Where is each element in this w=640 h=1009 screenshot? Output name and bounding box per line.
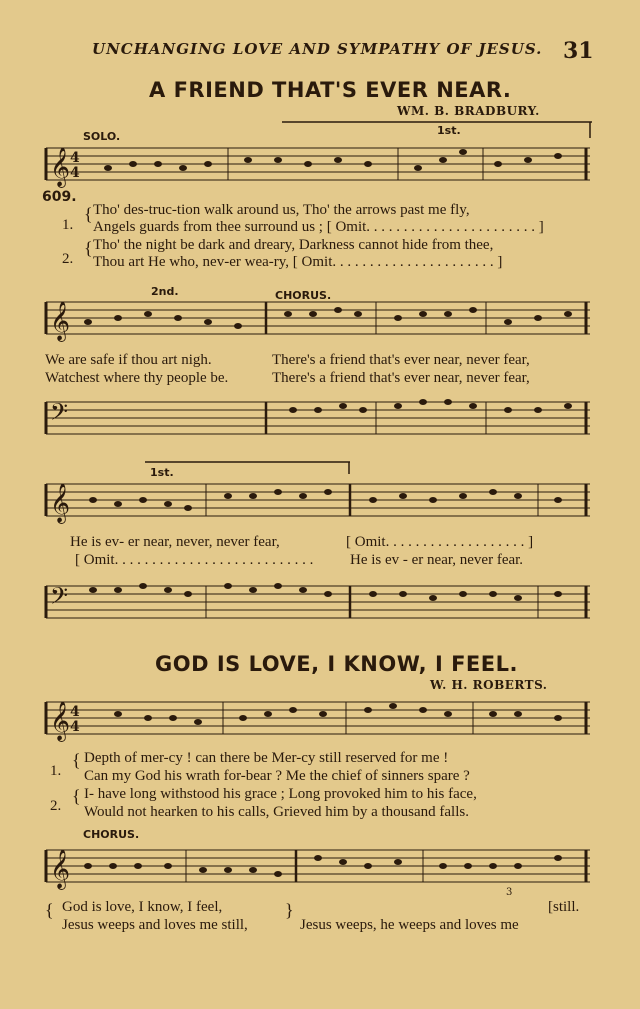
row2-left-line2: Watchest where thy people be. bbox=[45, 370, 229, 386]
hymn2-staff-1 bbox=[38, 694, 593, 749]
hymn2-chorus-left-line2: Jesus weeps and loves me still, bbox=[62, 917, 248, 933]
row3-first-ending-label: 1st. bbox=[150, 466, 174, 479]
row3-volta-bracket bbox=[145, 462, 355, 476]
verse1-line2: Angels guards from thee surround us ; [ Omit. . . . . . . . . . . . . . . . . . . . . . . ] bbox=[93, 219, 544, 235]
verse1-line1: Tho' des-truc-tion walk around us, Tho' the arrows past me fly, bbox=[93, 202, 470, 218]
svg-text:𝄢: 𝄢 bbox=[50, 398, 69, 431]
page-number: 31 bbox=[563, 38, 594, 64]
hymn2-verse1-brace: { bbox=[72, 750, 81, 770]
row3-left-line1: He is ev- er near, never, never fear, bbox=[70, 534, 280, 550]
svg-text:𝄞: 𝄞 bbox=[50, 701, 71, 741]
staff-row-2-bass bbox=[38, 394, 593, 449]
verse2-brace: { bbox=[84, 238, 93, 258]
second-ending-label: 2nd. bbox=[151, 285, 179, 298]
chorus-label: CHORUS. bbox=[275, 289, 332, 302]
row2-right-line1: There's a friend that's ever near, never fear, bbox=[272, 352, 530, 368]
hymn2-verse2-line1: I- have long withstood his grace ; Long provoked him to his face, bbox=[84, 786, 477, 802]
svg-text:4: 4 bbox=[70, 165, 80, 181]
verse2-number: 2. bbox=[62, 251, 74, 267]
hymn2-chorus-right-line1: Jesus weeps, he weeps and loves me bbox=[300, 917, 519, 933]
svg-text:4: 4 bbox=[70, 150, 80, 166]
hymn1-composer: WM. B. BRADBURY. bbox=[397, 104, 540, 118]
staff-row-3-bass bbox=[38, 578, 593, 633]
hymn2-composer: W. H. ROBERTS. bbox=[430, 678, 548, 692]
hymn2-verse2-brace: { bbox=[72, 786, 81, 806]
hymn2-verse1-line2: Can my God his wrath for-bear ? Me the chief of sinners spare ? bbox=[84, 768, 470, 784]
row3-right-line1: [ Omit. . . . . . . . . . . . . . . . . . . ] bbox=[346, 534, 534, 550]
hymn2-verse1-line1: Depth of mer-cy ! can there be Mer-cy still reserved for me ! bbox=[84, 750, 449, 766]
svg-text:𝄢: 𝄢 bbox=[50, 582, 69, 615]
hymn2-title: GOD IS LOVE, I KNOW, I FEEL. bbox=[155, 652, 518, 676]
verse2-line2: Thou art He who, nev-er wea-ry, [ Omit. . . . . . . . . . . . . . . . . . . . . . ] bbox=[93, 254, 503, 270]
svg-text:𝄞: 𝄞 bbox=[50, 849, 71, 889]
row3-right-line2: He is ev - er near, never fear. bbox=[350, 552, 524, 568]
staff-row-2-treble bbox=[38, 294, 593, 349]
verse2-line1: Tho' the night be dark and dreary, Darkness cannot hide from thee, bbox=[93, 237, 494, 253]
hymn2-chorus-label: CHORUS. bbox=[83, 828, 140, 841]
staff-row-1 bbox=[38, 140, 593, 200]
verse1-brace: { bbox=[84, 204, 93, 224]
first-ending-label: 1st. bbox=[437, 124, 461, 137]
hymn2-chorus-brace-left: { bbox=[45, 900, 54, 920]
svg-text:𝄞: 𝄞 bbox=[50, 301, 71, 341]
hymn2-chorus-brace-right: } bbox=[285, 900, 294, 920]
row3-left-line2: [ Omit. . . . . . . . . . . . . . . . . . . . . . . . . . . bbox=[75, 552, 314, 568]
solo-label: SOLO. bbox=[83, 130, 121, 143]
hymn-number: 609. bbox=[42, 189, 77, 205]
row2-left-line1: We are safe if thou art nigh. bbox=[45, 352, 212, 368]
hymn2-chorus-right-line2: [still. bbox=[548, 899, 580, 915]
svg-text:𝄞: 𝄞 bbox=[50, 147, 71, 187]
svg-text:4: 4 bbox=[70, 704, 80, 720]
verse1-number: 1. bbox=[62, 217, 74, 233]
running-head: UNCHANGING LOVE AND SYMPATHY OF JESUS. bbox=[92, 40, 543, 58]
row2-right-line2: There's a friend that's ever near, never fear, bbox=[272, 370, 530, 386]
volta-bracket bbox=[282, 122, 592, 142]
hymn2-staff-chorus bbox=[38, 842, 593, 900]
svg-text:3: 3 bbox=[506, 887, 513, 898]
hymn2-verse2-number: 2. bbox=[50, 798, 62, 814]
hymn2-verse1-number: 1. bbox=[50, 763, 62, 779]
staff-row-3-treble bbox=[38, 476, 593, 531]
svg-text:𝄞: 𝄞 bbox=[50, 483, 71, 523]
hymn1-title: A FRIEND THAT'S EVER NEAR. bbox=[149, 78, 512, 102]
hymn2-verse2-line2: Would not hearken to his calls, Grieved him by a thousand falls. bbox=[84, 804, 469, 820]
svg-text:4: 4 bbox=[70, 719, 80, 735]
hymn2-chorus-left-line1: God is love, I know, I feel, bbox=[62, 899, 223, 915]
